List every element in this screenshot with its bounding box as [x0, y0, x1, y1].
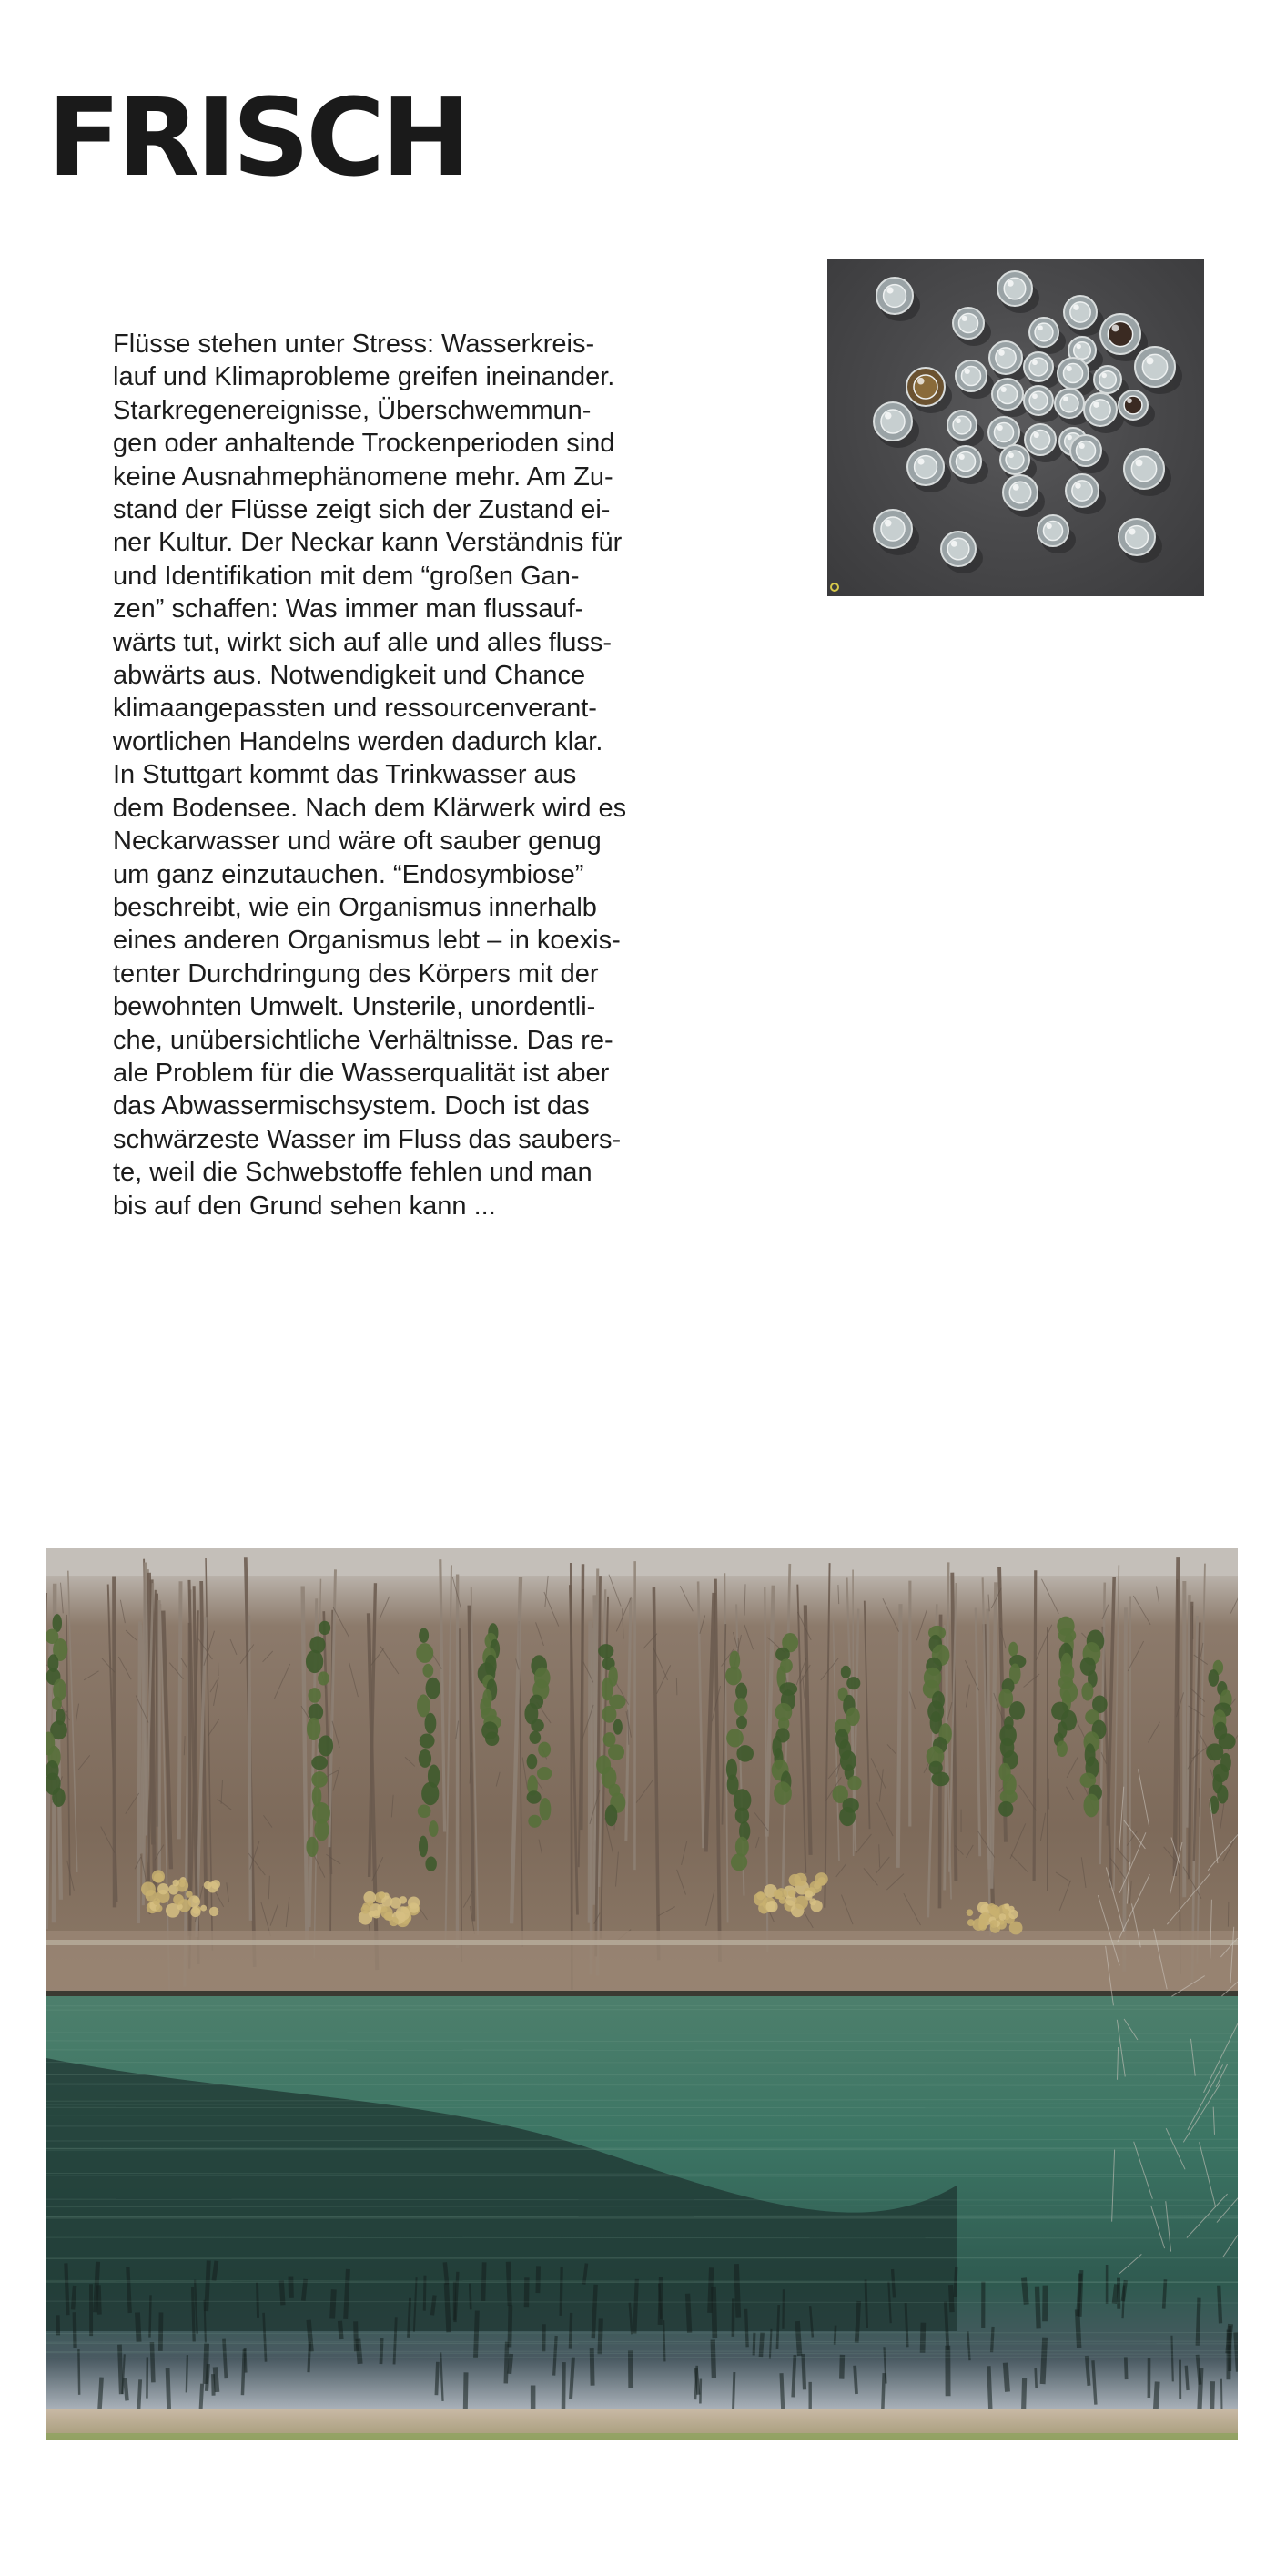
- bottle: [956, 360, 994, 399]
- bottle: [1003, 475, 1045, 517]
- bottle: [950, 446, 988, 484]
- bottle: [1135, 347, 1182, 394]
- bottle: [876, 278, 920, 321]
- bottle: [941, 532, 983, 573]
- bottles-photo: [827, 259, 1204, 596]
- bottles-illustration: [827, 259, 1204, 596]
- bottle: [1025, 424, 1063, 462]
- bottle: [874, 510, 919, 555]
- bottle: [997, 271, 1039, 313]
- river-illustration: [46, 1548, 1238, 2440]
- page-title: FRISCH: [47, 75, 468, 200]
- bottle: [953, 308, 991, 346]
- bottle: [1024, 352, 1060, 389]
- bottle: [907, 449, 951, 492]
- marker-dot: [831, 583, 838, 591]
- bottle: [989, 341, 1029, 381]
- bottle: [1066, 474, 1106, 514]
- bottle: [1070, 435, 1109, 473]
- bottle: [1064, 296, 1104, 336]
- body-text: Flüsse stehen unter Stress: Wasserkreis- lauf und Klimaprobleme greifen ineinander. Starkregenereignisse, Überschwemmun- gen oder anhaltende Trockenperioden sind keine Ausnahmephänomene mehr. Am Zu- stand der Flüsse zeigt sich der Zustand ei- ner Kultur. Der Neckar kann Verständnis für und Identifikation mit dem “großen Gan- zen” schaffen: Was immer man flussauf- wärts tut, wirkt sich auf alle und alles fluss- abwärts aus. Notwendigkeit und Chance klimaangepassten und ressourcenverant- wortlichen Handelns werden dadurch klar. In Stuttgart kommt das Trinkwasser aus dem Bodensee. Nach dem Klärwerk wird es Neckarwasser und wäre oft sauber genug um ganz einzutauchen. “Endosymbiose” beschreibt, wie ein Organismus innerhalb eines anderen Organismus lebt – in koexis- tenter Durchdringung des Körpers mit der bewohnten Umwelt. Unsterile, unordentli- che, unübersichtliche Verhältnisse. Das re- ale Problem für die Wasserqualität ist aber das Abwassermischsystem. Doch ist das schwärzeste Wasser im Fluss das saubers- te, weil die Schwebstoffe fehlen und man bis auf den Grund sehen kann ...: [113, 330, 627, 1221]
- bottle: [1124, 449, 1171, 496]
- bottle: [1119, 390, 1155, 427]
- bottle: [874, 402, 919, 448]
- bottle: [947, 411, 984, 447]
- bottle: [1029, 318, 1066, 354]
- bottle: [1038, 515, 1076, 553]
- bottle: [906, 368, 952, 413]
- river-photo: [46, 1548, 1238, 2440]
- bottle: [1119, 519, 1162, 563]
